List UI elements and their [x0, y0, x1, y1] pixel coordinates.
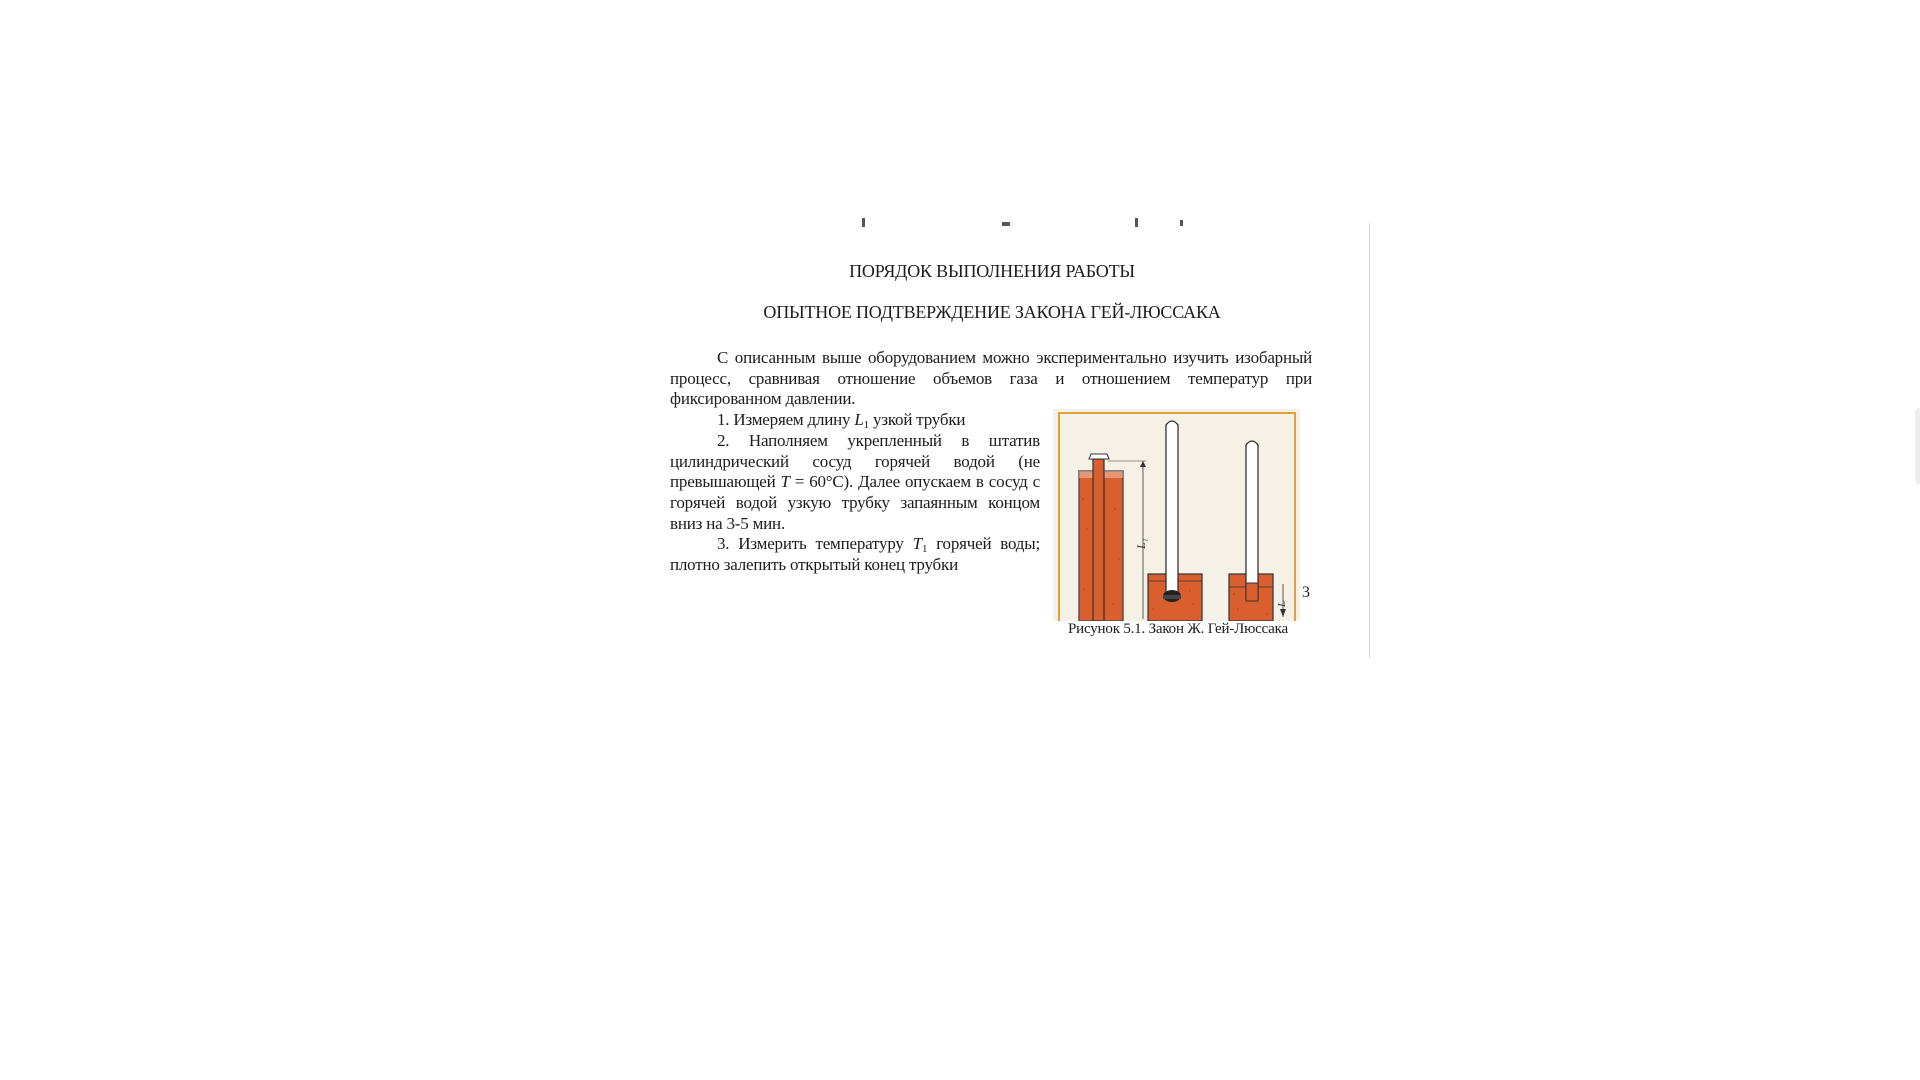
figure-caption: Рисунок 5.1. Закон Ж. Гей-Люссака [1068, 621, 1288, 637]
gay-lussac-illustration [1053, 409, 1300, 621]
temperature-variable: T [780, 472, 790, 492]
step-1-text: 1. Измеряем длину [717, 410, 855, 429]
cropped-text-line [850, 218, 1190, 228]
length-label-l: L [1276, 600, 1288, 607]
intro-paragraph: С описанным выше оборудованием можно экспериментально изучить изобарный процесс, сравнивая отношение объемов газа и отношением температур при фиксированном давлении. [670, 348, 1312, 409]
temperature-subscript: 1 [921, 543, 928, 555]
subsection-heading: ОПЫТНОЕ ПОДТВЕРЖДЕНИЕ ЗАКОНА ГЕЙ-ЛЮССАКА [763, 302, 1221, 322]
step-2 [670, 431, 1040, 535]
step-3-text: 3. Измерить температуру [717, 534, 913, 553]
length-variable: L [854, 410, 864, 429]
length-label-l1: L₁ [1134, 538, 1148, 549]
length-subscript: 1 [863, 419, 869, 431]
section-heading: ПОРЯДОК ВЫПОЛНЕНИЯ РАБОТЫ [849, 261, 1135, 281]
step-2-text-end: = 60°C). Далее опускаем в сосуд с горячей водой узкую трубку запаянным концом вниз на 3-5 мин. [670, 472, 1041, 533]
window-edge-handle [1915, 408, 1920, 484]
step-3-text-end: горячей воды; плотно залепить открытый конец трубки [670, 534, 1041, 574]
step-1 [670, 410, 1040, 431]
step-2-text: 2. Наполняем укрепленный в штатив цилиндрический сосуд горячей водой (не превышающей [670, 431, 1040, 492]
page-number: 3 [1302, 584, 1310, 601]
step-3 [670, 534, 1040, 575]
figure-gay-lussac [1053, 409, 1300, 621]
step-1-text-end: узкой трубки [868, 410, 966, 429]
page-right-margin-line [1369, 223, 1370, 658]
temperature-variable: T [912, 534, 922, 553]
